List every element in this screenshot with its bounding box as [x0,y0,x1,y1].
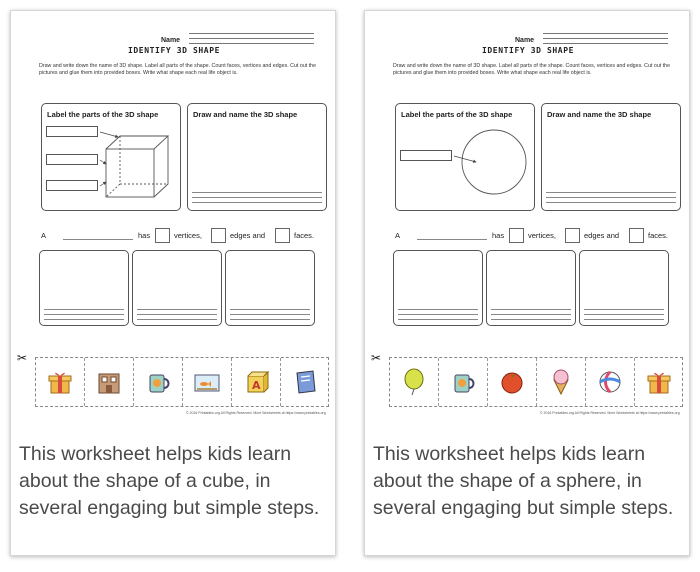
copyright-text: © 2016 Printables.org All Rights Reserved. More Worksheets at https://www.printables.org [186,411,326,415]
shape-name-line [63,239,133,240]
draw-shape-title: Draw and name the 3D shape [193,110,298,119]
writing-line [44,309,124,310]
sentence-vertices: vertices, [528,231,556,240]
name-lines [189,29,314,44]
writing-line [584,309,664,310]
vertices-box [155,228,170,243]
book-icon [289,366,321,398]
writing-line [546,192,676,193]
worksheet-instructions: Draw and write down the name of 3D shape. Label all parts of the shape. Count faces, vertices and edges. Cut out the pictures and glue them into provided boxes. Write what shape each real life object is. [39,63,317,77]
writing-line [584,319,664,320]
writing-line [230,309,310,310]
gift-icon [44,366,76,398]
writing-line [491,309,571,310]
sentence-a: A [41,231,47,240]
sentence-edges: edges and [230,231,266,240]
writing-line [491,319,571,320]
worksheet-title: IDENTIFY 3D SHAPE [481,46,575,55]
glue-panel-1 [393,250,483,326]
worksheet-card-sphere[interactable] [364,10,690,556]
edges-box [565,228,580,243]
name-lines [543,29,668,44]
sentence-a: A [395,231,401,240]
writing-line [584,314,664,315]
beach-ball-icon [594,366,626,398]
glue-panel-2 [132,250,222,326]
writing-line [192,192,322,193]
cutout-strip [389,357,683,407]
sentence-vertices: vertices, [174,231,202,240]
house-icon [93,366,125,398]
sentence-has: has [492,231,505,240]
shape-name-line [417,239,487,240]
sentence-edges: edges and [584,231,620,240]
aquarium-icon [191,366,223,398]
sentence-has: has [138,231,151,240]
label-parts-title: Label the parts of the 3D shape [47,110,159,119]
tomato-icon [496,366,528,398]
draw-shape-box [187,103,327,211]
vertices-box [509,228,524,243]
label-parts-box [41,103,181,211]
balloon-icon [398,366,430,398]
worksheet-image[interactable] [365,11,691,431]
mug-icon [447,366,479,398]
worksheet-image[interactable] [11,11,337,431]
writing-line [546,197,676,198]
glue-panel-3 [579,250,669,326]
cutout-strip [35,357,329,407]
worksheet-title: IDENTIFY 3D SHAPE [127,46,221,55]
card-caption[interactable]: This worksheet helps kids learn about the shape of a cube, in several engaging but simple steps. [19,443,320,519]
alphabet-block-icon [240,366,272,398]
draw-shape-box [541,103,681,211]
writing-line [546,202,676,203]
writing-line [44,319,124,320]
writing-line [398,314,478,315]
writing-line [192,202,322,203]
writing-line [192,197,322,198]
gift-icon [643,366,675,398]
worksheet-card-cube[interactable] [10,10,336,556]
glue-panel-2 [486,250,576,326]
svg-text:A: A [252,379,261,392]
writing-line [44,314,124,315]
card-caption[interactable]: This worksheet helps kids learn about the shape of a sphere, in several engaging but simple steps. [373,443,674,519]
writing-line [398,309,478,310]
writing-line [398,319,478,320]
glue-panel-1 [39,250,129,326]
writing-line [230,319,310,320]
writing-line [230,314,310,315]
sentence-faces: faces. [294,231,315,240]
writing-line [137,314,217,315]
writing-line [137,319,217,320]
count-sentence [41,228,331,244]
copyright-text: © 2016 Printables.org All Rights Reserved. More Worksheets at https://www.printables.org [540,411,680,415]
faces-box [629,228,644,243]
draw-shape-title: Draw and name the 3D shape [547,110,652,119]
writing-line [137,309,217,310]
scissors-icon: ✂ [17,351,28,365]
label-parts-box [395,103,535,211]
writing-line [491,314,571,315]
name-label: Name [515,37,535,44]
scissors-icon: ✂ [371,351,382,365]
cube-shape-icon [42,104,182,212]
glue-panel-3 [225,250,315,326]
sentence-faces: faces. [648,231,669,240]
faces-box [275,228,290,243]
label-parts-title: Label the parts of the 3D shape [401,110,513,119]
worksheet-instructions: Draw and write down the name of 3D shape. Label all parts of the shape. Count faces, vertices and edges. Cut out the pictures and glue them into provided boxes. Write what shape each real life object is. [393,63,671,77]
mug-icon [142,366,174,398]
sphere-shape-icon [396,104,536,212]
ice-cream-icon [545,366,577,398]
name-label: Name [161,37,181,44]
count-sentence [395,228,685,244]
edges-box [211,228,226,243]
